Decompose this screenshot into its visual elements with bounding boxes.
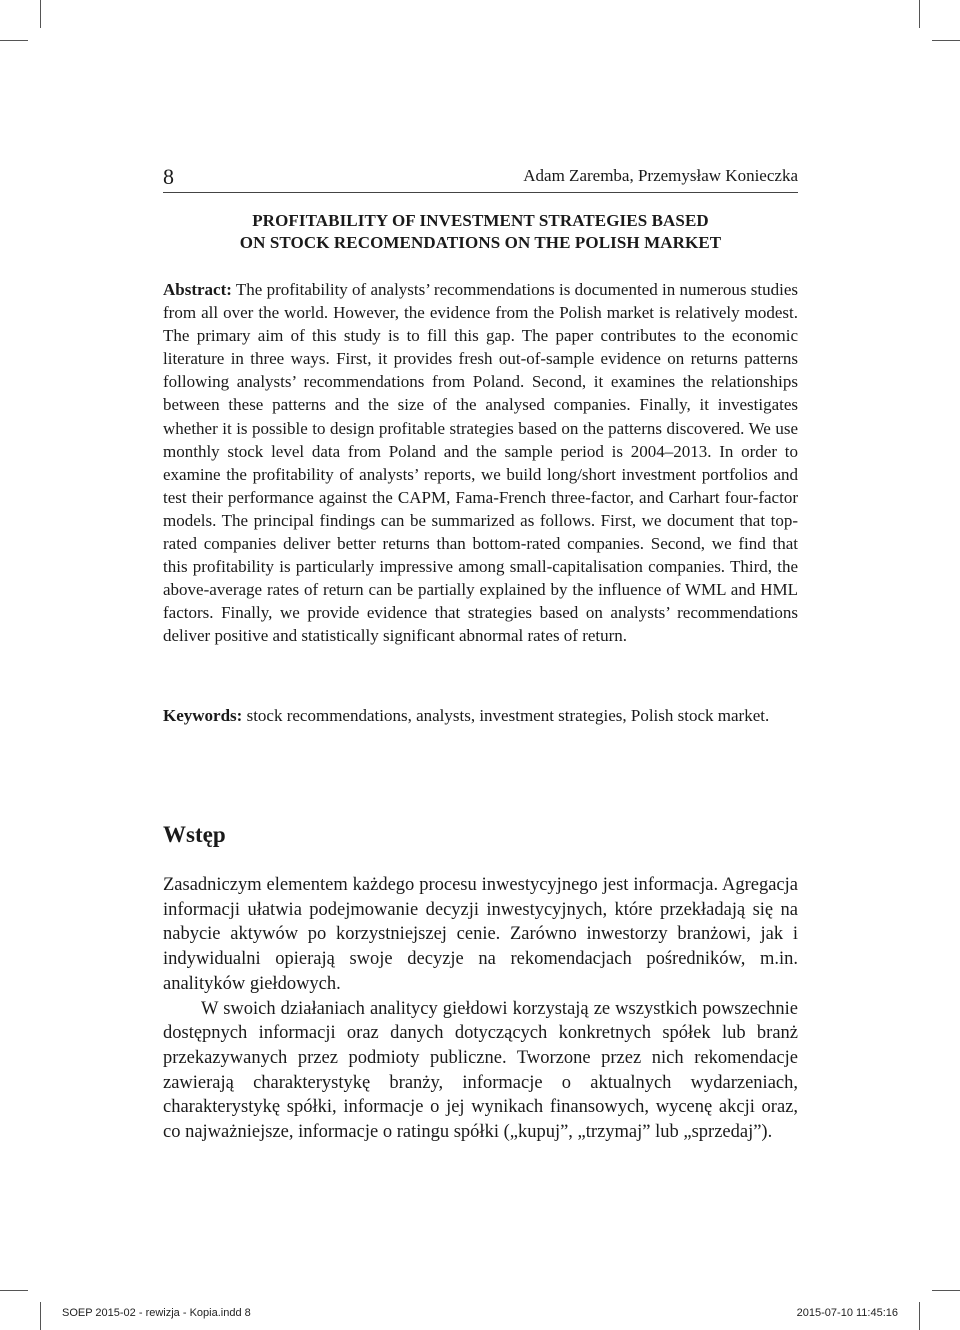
crop-mark xyxy=(40,0,41,28)
footer-file-name: SOEP 2015-02 - rewizja - Kopia.indd 8 xyxy=(62,1307,251,1319)
title-line-2: ON STOCK RECOMENDATIONS ON THE POLISH MARKET xyxy=(239,233,722,252)
paper-title xyxy=(163,210,798,254)
header-rule xyxy=(163,192,798,193)
keywords-text: stock recommendations, analysts, investment strategies, Polish stock market. xyxy=(246,706,770,725)
running-header-authors: Adam Zaremba, Przemysław Konieczka xyxy=(523,166,798,185)
crop-mark xyxy=(40,1302,41,1330)
crop-mark xyxy=(919,0,920,28)
title-line-1: PROFITABILITY OF INVESTMENT STRATEGIES BASED xyxy=(252,211,709,230)
paragraph-2: W swoich działaniach analitycy giełdowi korzystają ze wszystkich powszechnie dostępnych informacji oraz danych dotyczących konkretnych spółek lub branż przekazywanych przez podmioty publiczne. Tworzone przez nich rekomendacje zawierają charakterystykę branży, informacje o aktualnych wydarzeniach, charakterystykę spółki, informacje o jej wynikach finansowych, wycenę akcji oraz, co najważniejsze, informacje o ratingu spółki („kupuj”, „trzymaj” lub „sprzedaj”). xyxy=(163,998,798,1143)
keywords xyxy=(163,704,798,728)
body-text xyxy=(163,873,798,1145)
crop-mark xyxy=(932,1290,960,1291)
footer-timestamp: 2015-07-10 11:45:16 xyxy=(796,1307,898,1319)
page-number: 8 xyxy=(163,164,174,189)
keywords-label: Keywords: xyxy=(163,706,243,725)
crop-mark xyxy=(0,40,28,41)
crop-mark xyxy=(0,1290,28,1291)
paragraph-1: Zasadniczym elementem każdego procesu inwestycyjnego jest informacja. Agregacja informacji ułatwia podejmowanie decyzji inwestycyjnych, które przekładają się na nabycie aktywów po korzystniejszej cenie. Zarówno inwestorzy branżowi, jak i indywidualni opierają swoje decyzje na rekomendacjach pośredników, m.in. analityków giełdowych. xyxy=(163,875,798,994)
crop-mark xyxy=(919,1302,920,1330)
abstract-text: The profitability of analysts’ recommendations is documented in numerous studies from all over the world. However, the evidence from the Polish market is relatively modest. The primary aim of this study is to fill this gap. The paper contributes to the economic literature in three ways. First, it provides fresh out-of-sample evidence on returns patterns following analysts’ recommendations from Poland. Second, it examines the relationships between these patterns and the size of the analysed companies. Finally, it investigates whether it is possible to design profitable strategies based on the patterns discovered. We use monthly stock level data from Poland and the sample period is 2004–2013. In order to examine the profitability of analysts’ reports, we build long/short investment portfolios and test their performance against the CAPM, Fama-French three-factor, and Carhart four-factor models. The principal findings can be summarized as follows. First, we document that top-rated companies deliver better returns than bottom-rated companies. Second, we find that this profitability is particularly impressive among small-capitalisation companies. Third, the above-average rates of return can be partially explained by the influence of WML and HML factors. Finally, we provide evidence that strategies based on analysts’ recommendations deliver positive and statistically significant abnormal rates of return. xyxy=(163,280,798,646)
section-heading: Wstęp xyxy=(163,822,226,847)
abstract-label: Abstract: xyxy=(163,280,232,299)
crop-mark xyxy=(932,40,960,41)
abstract xyxy=(163,278,798,648)
